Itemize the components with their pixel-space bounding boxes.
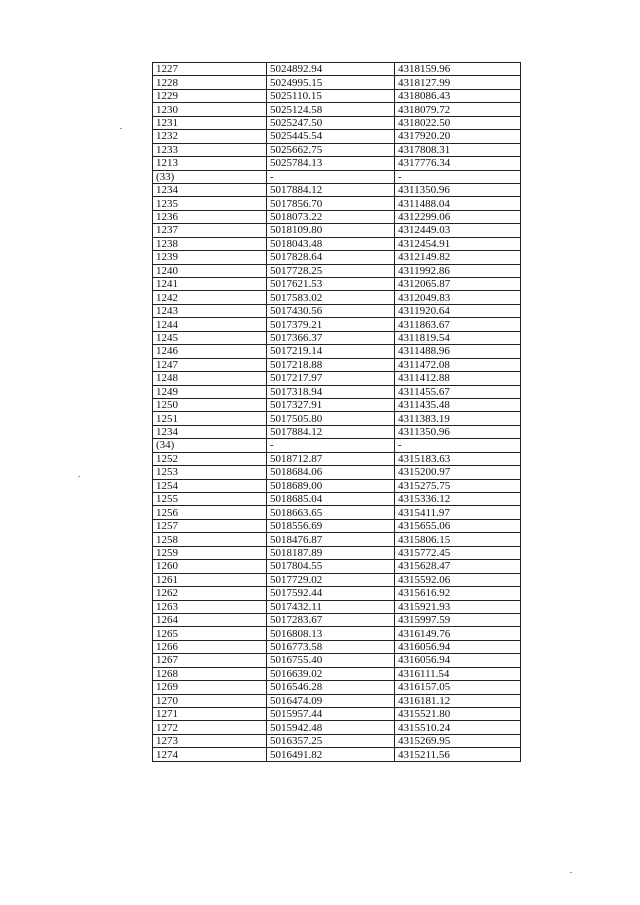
point-id-cell: 1227: [153, 63, 267, 76]
point-id-cell: 1264: [153, 613, 267, 626]
x-coordinate-cell: 5025445.54: [267, 130, 395, 143]
y-coordinate-cell: 4311350.96: [395, 183, 521, 196]
point-id-cell: 1261: [153, 573, 267, 586]
point-id-cell: 1273: [153, 734, 267, 747]
table-row: [153, 573, 521, 586]
table-row: [153, 627, 521, 640]
scan-speck: [570, 872, 572, 873]
x-coordinate-cell: 5025124.58: [267, 103, 395, 116]
x-coordinate-cell: 5016639.02: [267, 667, 395, 680]
point-id-cell: 1260: [153, 560, 267, 573]
x-coordinate-cell: 5016357.25: [267, 734, 395, 747]
x-coordinate-cell: 5017592.44: [267, 587, 395, 600]
coordinate-table: [152, 62, 521, 762]
x-coordinate-cell: -: [267, 170, 395, 183]
point-id-cell: 1255: [153, 493, 267, 506]
point-id-cell: 1237: [153, 224, 267, 237]
table-row: [153, 533, 521, 546]
x-coordinate-cell: -: [267, 439, 395, 452]
y-coordinate-cell: 4317776.34: [395, 157, 521, 170]
y-coordinate-cell: 4315510.24: [395, 721, 521, 734]
point-id-cell: 1244: [153, 318, 267, 331]
x-coordinate-cell: 5017804.55: [267, 560, 395, 573]
x-coordinate-cell: 5018073.22: [267, 210, 395, 223]
table-row: [153, 224, 521, 237]
x-coordinate-cell: 5017318.94: [267, 385, 395, 398]
point-id-cell: 1246: [153, 345, 267, 358]
table-row: [153, 721, 521, 734]
table-row: [153, 708, 521, 721]
point-id-cell: 1259: [153, 546, 267, 559]
y-coordinate-cell: 4315211.56: [395, 748, 521, 761]
point-id-cell: 1270: [153, 694, 267, 707]
x-coordinate-cell: 5017366.37: [267, 331, 395, 344]
point-id-cell: 1231: [153, 116, 267, 129]
x-coordinate-cell: 5024892.94: [267, 63, 395, 76]
point-id-cell: 1267: [153, 654, 267, 667]
y-coordinate-cell: 4315921.93: [395, 600, 521, 613]
point-id-cell: 1243: [153, 304, 267, 317]
table-row: [153, 412, 521, 425]
point-id-cell: 1232: [153, 130, 267, 143]
point-id-cell: 1258: [153, 533, 267, 546]
table-row: [153, 210, 521, 223]
table-row: [153, 748, 521, 761]
y-coordinate-cell: 4312449.03: [395, 224, 521, 237]
point-id-cell: 1268: [153, 667, 267, 680]
point-id-cell: 1241: [153, 278, 267, 291]
table-row: [153, 251, 521, 264]
table-row: [153, 600, 521, 613]
table-row: [153, 452, 521, 465]
table-row: [153, 694, 521, 707]
point-id-cell: 1272: [153, 721, 267, 734]
x-coordinate-cell: 5016808.13: [267, 627, 395, 640]
y-coordinate-cell: 4311819.54: [395, 331, 521, 344]
x-coordinate-cell: 5018684.06: [267, 466, 395, 479]
y-coordinate-cell: -: [395, 170, 521, 183]
x-coordinate-cell: 5017884.12: [267, 183, 395, 196]
point-id-cell: 1252: [153, 452, 267, 465]
point-id-cell: 1238: [153, 237, 267, 250]
point-id-cell: 1229: [153, 89, 267, 102]
x-coordinate-cell: 5017219.14: [267, 345, 395, 358]
y-coordinate-cell: 4316149.76: [395, 627, 521, 640]
y-coordinate-cell: 4318086.43: [395, 89, 521, 102]
table-row: [153, 425, 521, 438]
table-row: [153, 76, 521, 89]
table-row: [153, 640, 521, 653]
y-coordinate-cell: 4312299.06: [395, 210, 521, 223]
y-coordinate-cell: 4317808.31: [395, 143, 521, 156]
y-coordinate-cell: 4316181.12: [395, 694, 521, 707]
y-coordinate-cell: 4316056.94: [395, 654, 521, 667]
y-coordinate-cell: 4315275.75: [395, 479, 521, 492]
table-row: [153, 493, 521, 506]
table-row: [153, 466, 521, 479]
point-id-cell: 1251: [153, 412, 267, 425]
point-id-cell: 1234: [153, 183, 267, 196]
x-coordinate-cell: 5016773.58: [267, 640, 395, 653]
table-row: [153, 278, 521, 291]
y-coordinate-cell: 4315336.12: [395, 493, 521, 506]
point-id-cell: 1228: [153, 76, 267, 89]
y-coordinate-cell: 4317920.20: [395, 130, 521, 143]
x-coordinate-cell: 5017432.11: [267, 600, 395, 613]
table-row: [153, 304, 521, 317]
point-id-cell: 1256: [153, 506, 267, 519]
x-coordinate-cell: 5018685.04: [267, 493, 395, 506]
point-id-cell: 1274: [153, 748, 267, 761]
y-coordinate-cell: 4318127.99: [395, 76, 521, 89]
table-row: [153, 130, 521, 143]
scan-speck: [120, 128, 122, 129]
x-coordinate-cell: 5017856.70: [267, 197, 395, 210]
y-coordinate-cell: 4311350.96: [395, 425, 521, 438]
point-id-cell: 1242: [153, 291, 267, 304]
scan-speck: [78, 476, 80, 477]
y-coordinate-cell: 4315772.45: [395, 546, 521, 559]
x-coordinate-cell: 5025662.75: [267, 143, 395, 156]
y-coordinate-cell: 4312065.87: [395, 278, 521, 291]
table-row: [153, 560, 521, 573]
table-row: [153, 681, 521, 694]
table-row: [153, 613, 521, 626]
x-coordinate-cell: 5017430.56: [267, 304, 395, 317]
y-coordinate-cell: 4311455.67: [395, 385, 521, 398]
y-coordinate-cell: 4312049.83: [395, 291, 521, 304]
point-id-cell: 1213: [153, 157, 267, 170]
table-row: [153, 506, 521, 519]
point-id-cell: 1239: [153, 251, 267, 264]
y-coordinate-cell: 4315806.15: [395, 533, 521, 546]
x-coordinate-cell: 5016755.40: [267, 654, 395, 667]
point-id-cell: 1271: [153, 708, 267, 721]
y-coordinate-cell: 4311920.64: [395, 304, 521, 317]
point-id-cell: 1266: [153, 640, 267, 653]
y-coordinate-cell: 4311472.08: [395, 358, 521, 371]
point-id-cell: 1233: [153, 143, 267, 156]
x-coordinate-cell: 5017283.67: [267, 613, 395, 626]
table-row: [153, 667, 521, 680]
table-row: [153, 157, 521, 170]
x-coordinate-cell: 5018663.65: [267, 506, 395, 519]
point-id-cell: 1248: [153, 372, 267, 385]
table-row: [153, 587, 521, 600]
table-row: [153, 89, 521, 102]
table-row: [153, 372, 521, 385]
y-coordinate-cell: 4318159.96: [395, 63, 521, 76]
x-coordinate-cell: 5025110.15: [267, 89, 395, 102]
table-row: [153, 291, 521, 304]
table-row: [153, 358, 521, 371]
point-id-cell: 1265: [153, 627, 267, 640]
table-row: [153, 318, 521, 331]
y-coordinate-cell: 4311488.04: [395, 197, 521, 210]
point-id-cell: 1253: [153, 466, 267, 479]
point-id-cell: 1257: [153, 519, 267, 532]
table-row: [153, 103, 521, 116]
point-id-cell: 1245: [153, 331, 267, 344]
y-coordinate-cell: 4315183.63: [395, 452, 521, 465]
x-coordinate-cell: 5018476.87: [267, 533, 395, 546]
y-coordinate-cell: 4312454.91: [395, 237, 521, 250]
x-coordinate-cell: 5025247.50: [267, 116, 395, 129]
coordinate-table-body: [153, 63, 521, 762]
y-coordinate-cell: 4315997.59: [395, 613, 521, 626]
y-coordinate-cell: 4311863.67: [395, 318, 521, 331]
x-coordinate-cell: 5015942.48: [267, 721, 395, 734]
point-id-cell: 1262: [153, 587, 267, 600]
y-coordinate-cell: 4316157.05: [395, 681, 521, 694]
point-id-cell: 1235: [153, 197, 267, 210]
y-coordinate-cell: 4311435.48: [395, 398, 521, 411]
x-coordinate-cell: 5018043.48: [267, 237, 395, 250]
x-coordinate-cell: 5015957.44: [267, 708, 395, 721]
point-id-cell: 1236: [153, 210, 267, 223]
x-coordinate-cell: 5017505.80: [267, 412, 395, 425]
x-coordinate-cell: 5017729.02: [267, 573, 395, 586]
y-coordinate-cell: 4315616.92: [395, 587, 521, 600]
table-row: [153, 264, 521, 277]
table-row: [153, 385, 521, 398]
x-coordinate-cell: 5017379.21: [267, 318, 395, 331]
x-coordinate-cell: 5017583.02: [267, 291, 395, 304]
x-coordinate-cell: 5017327.91: [267, 398, 395, 411]
y-coordinate-cell: 4315592.06: [395, 573, 521, 586]
x-coordinate-cell: 5016491.82: [267, 748, 395, 761]
x-coordinate-cell: 5018689.00: [267, 479, 395, 492]
table-row: [153, 546, 521, 559]
x-coordinate-cell: 5025784.13: [267, 157, 395, 170]
y-coordinate-cell: 4315521.80: [395, 708, 521, 721]
point-id-cell: (34): [153, 439, 267, 452]
point-id-cell: 1263: [153, 600, 267, 613]
y-coordinate-cell: 4311412.88: [395, 372, 521, 385]
point-id-cell: (33): [153, 170, 267, 183]
y-coordinate-cell: 4316056.94: [395, 640, 521, 653]
table-row: [153, 63, 521, 76]
x-coordinate-cell: 5017621.53: [267, 278, 395, 291]
point-id-cell: 1240: [153, 264, 267, 277]
table-row: [153, 197, 521, 210]
y-coordinate-cell: 4318079.72: [395, 103, 521, 116]
x-coordinate-cell: 5016474.09: [267, 694, 395, 707]
y-coordinate-cell: 4315200.97: [395, 466, 521, 479]
point-id-cell: 1230: [153, 103, 267, 116]
y-coordinate-cell: 4312149.82: [395, 251, 521, 264]
x-coordinate-cell: 5018556.69: [267, 519, 395, 532]
table-row: [153, 398, 521, 411]
x-coordinate-cell: 5017218.88: [267, 358, 395, 371]
table-row: [153, 479, 521, 492]
table-row: [153, 170, 521, 183]
y-coordinate-cell: 4311488.96: [395, 345, 521, 358]
x-coordinate-cell: 5017728.25: [267, 264, 395, 277]
point-id-cell: 1249: [153, 385, 267, 398]
y-coordinate-cell: 4316111.54: [395, 667, 521, 680]
table-row: [153, 331, 521, 344]
y-coordinate-cell: 4311383.19: [395, 412, 521, 425]
table-row: [153, 143, 521, 156]
y-coordinate-cell: 4315411.97: [395, 506, 521, 519]
table-row: [153, 116, 521, 129]
table-row: [153, 654, 521, 667]
table-row: [153, 345, 521, 358]
point-id-cell: 1234: [153, 425, 267, 438]
x-coordinate-cell: 5018187.89: [267, 546, 395, 559]
table-row: [153, 183, 521, 196]
x-coordinate-cell: 5017884.12: [267, 425, 395, 438]
y-coordinate-cell: -: [395, 439, 521, 452]
table-row: [153, 519, 521, 532]
table-row: [153, 237, 521, 250]
x-coordinate-cell: 5024995.15: [267, 76, 395, 89]
x-coordinate-cell: 5018109.80: [267, 224, 395, 237]
table-row: [153, 439, 521, 452]
x-coordinate-cell: 5017828.64: [267, 251, 395, 264]
y-coordinate-cell: 4315269.95: [395, 734, 521, 747]
y-coordinate-cell: 4318022.50: [395, 116, 521, 129]
y-coordinate-cell: 4315628.47: [395, 560, 521, 573]
x-coordinate-cell: 5018712.87: [267, 452, 395, 465]
y-coordinate-cell: 4311992.86: [395, 264, 521, 277]
point-id-cell: 1269: [153, 681, 267, 694]
x-coordinate-cell: 5017217.97: [267, 372, 395, 385]
table-row: [153, 734, 521, 747]
point-id-cell: 1247: [153, 358, 267, 371]
x-coordinate-cell: 5016546.28: [267, 681, 395, 694]
y-coordinate-cell: 4315655.06: [395, 519, 521, 532]
point-id-cell: 1254: [153, 479, 267, 492]
point-id-cell: 1250: [153, 398, 267, 411]
